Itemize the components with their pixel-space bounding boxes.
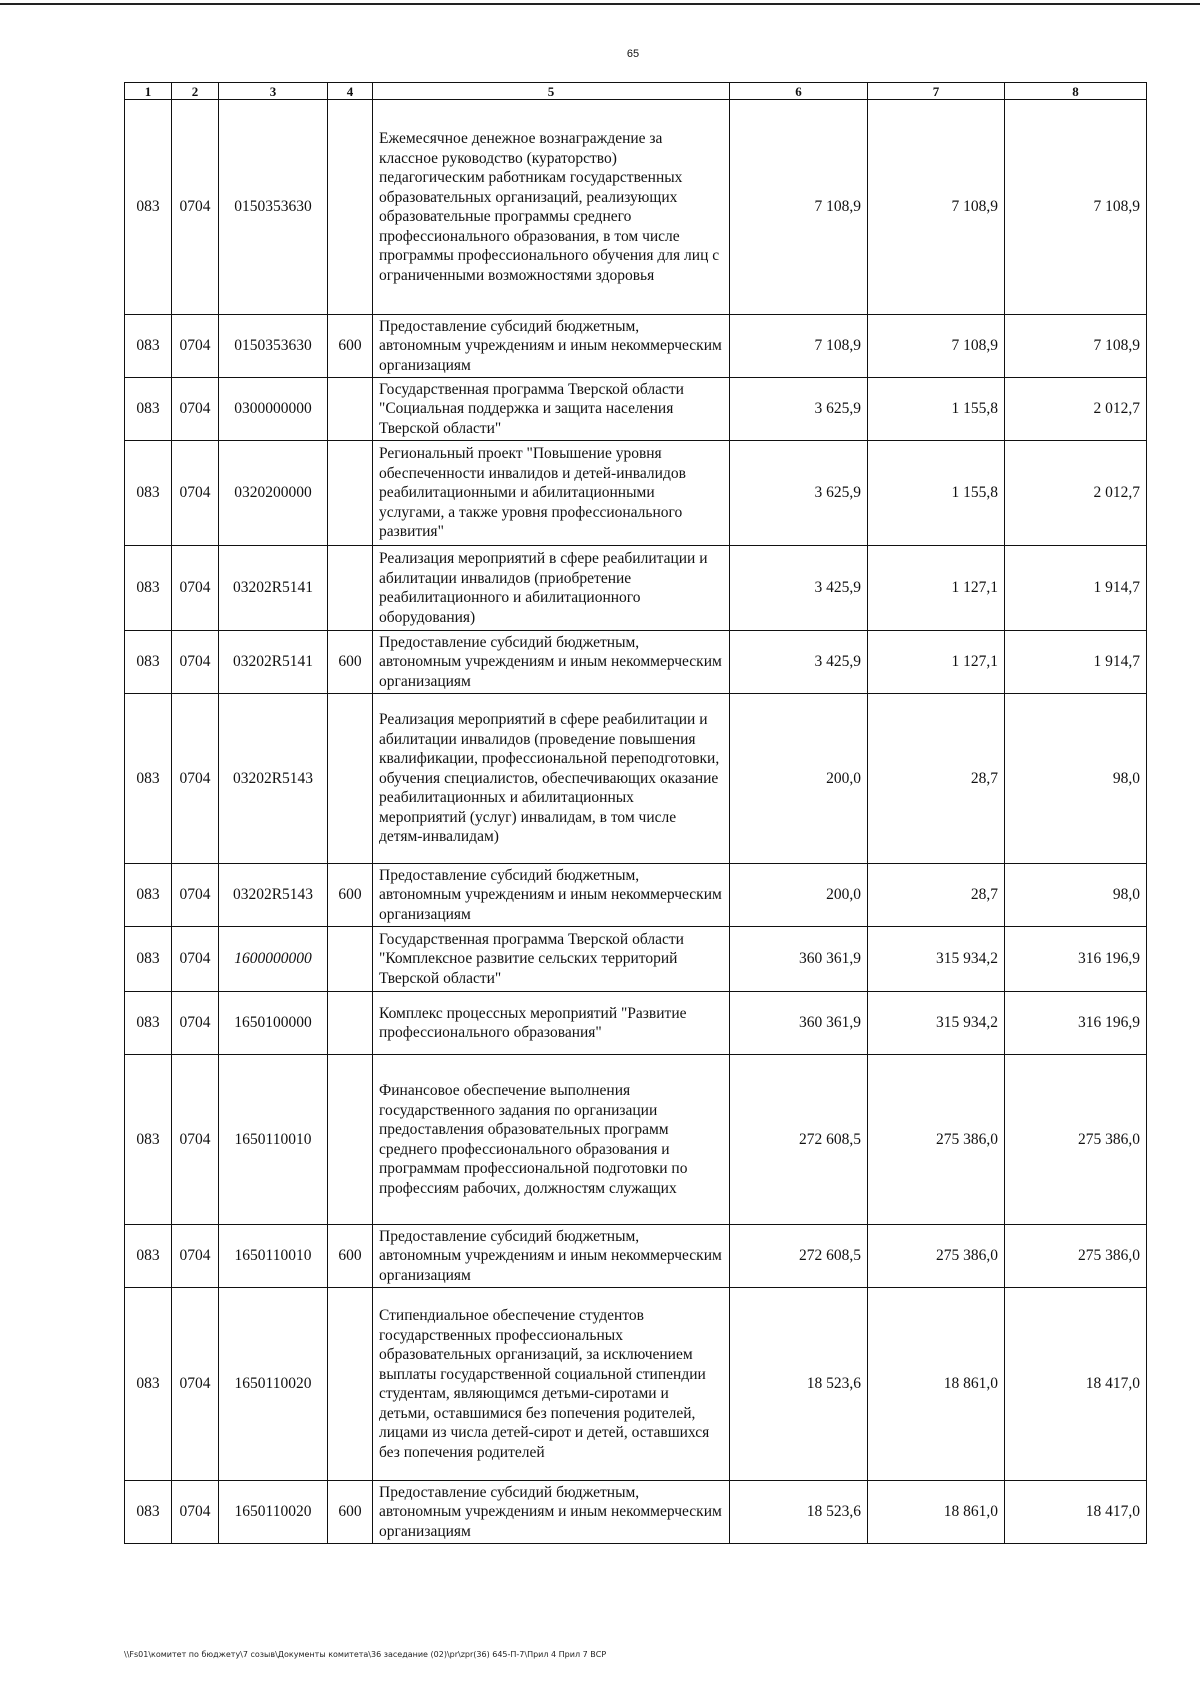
column-header: 8 [1005, 83, 1147, 100]
amount-col6-cell: 3 425,9 [730, 546, 868, 631]
table-row [125, 315, 1147, 378]
description-cell: Государственная программа Тверской области "Социальная поддержка и защита населения Тверской области" [373, 378, 730, 441]
expense-type-cell: 600 [328, 315, 373, 378]
amount-col8-cell: 316 196,9 [1005, 927, 1147, 992]
column-header: 4 [328, 83, 373, 100]
amount-col7-cell: 275 386,0 [868, 1225, 1005, 1288]
amount-col6-cell: 200,0 [730, 694, 868, 864]
table-row [125, 100, 1147, 315]
ministry-code-cell: 083 [125, 631, 172, 694]
expense-type-cell [328, 992, 373, 1055]
column-header: 1 [125, 83, 172, 100]
description-cell: Комплекс процессных мероприятий "Развитие профессионального образования" [373, 992, 730, 1055]
target-article-cell: 1650110010 [219, 1055, 328, 1225]
table-row [125, 927, 1147, 992]
section-code-cell: 0704 [172, 1481, 219, 1544]
ministry-code-cell: 083 [125, 1225, 172, 1288]
expense-type-cell [328, 441, 373, 546]
target-article-cell: 03202R5143 [219, 864, 328, 927]
ministry-code-cell: 083 [125, 864, 172, 927]
section-code-cell: 0704 [172, 864, 219, 927]
amount-col7-cell: 1 127,1 [868, 631, 1005, 694]
amount-col8-cell: 18 417,0 [1005, 1481, 1147, 1544]
amount-col8-cell: 98,0 [1005, 694, 1147, 864]
column-header: 6 [730, 83, 868, 100]
column-header: 5 [373, 83, 730, 100]
table-row [125, 694, 1147, 864]
target-article-cell: 03202R5143 [219, 694, 328, 864]
amount-col7-cell: 7 108,9 [868, 315, 1005, 378]
amount-col6-cell: 360 361,9 [730, 927, 868, 992]
amount-col6-cell: 7 108,9 [730, 315, 868, 378]
target-article-cell: 03202R5141 [219, 631, 328, 694]
section-code-cell: 0704 [172, 1225, 219, 1288]
amount-col6-cell: 18 523,6 [730, 1288, 868, 1481]
target-article-cell: 0300000000 [219, 378, 328, 441]
description-cell: Предоставление субсидий бюджетным, автономным учреждениям и иным некоммерческим организациям [373, 631, 730, 694]
amount-col7-cell: 1 155,8 [868, 441, 1005, 546]
section-code-cell: 0704 [172, 927, 219, 992]
target-article-cell: 1600000000 [219, 927, 328, 992]
ministry-code-cell: 083 [125, 378, 172, 441]
table-row [125, 546, 1147, 631]
expense-type-cell [328, 694, 373, 864]
section-code-cell: 0704 [172, 100, 219, 315]
section-code-cell: 0704 [172, 992, 219, 1055]
section-code-cell: 0704 [172, 1055, 219, 1225]
amount-col7-cell: 315 934,2 [868, 992, 1005, 1055]
amount-col8-cell: 275 386,0 [1005, 1225, 1147, 1288]
amount-col7-cell: 275 386,0 [868, 1055, 1005, 1225]
expense-type-cell: 600 [328, 864, 373, 927]
table-row [125, 992, 1147, 1055]
target-article-cell: 1650100000 [219, 992, 328, 1055]
amount-col8-cell: 1 914,7 [1005, 546, 1147, 631]
target-article-cell: 03202R5141 [219, 546, 328, 631]
section-code-cell: 0704 [172, 546, 219, 631]
expense-type-cell [328, 100, 373, 315]
column-header: 3 [219, 83, 328, 100]
section-code-cell: 0704 [172, 1288, 219, 1481]
description-cell: Предоставление субсидий бюджетным, автономным учреждениям и иным некоммерческим организациям [373, 1481, 730, 1544]
section-code-cell: 0704 [172, 631, 219, 694]
amount-col8-cell: 275 386,0 [1005, 1055, 1147, 1225]
section-code-cell: 0704 [172, 378, 219, 441]
description-cell: Финансовое обеспечение выполнения государственного задания по организации предоставления образовательных программ среднего профессионального образования и программам профессиональной подготовки по профессиям рабочих, должностям служащих [373, 1055, 730, 1225]
ministry-code-cell: 083 [125, 992, 172, 1055]
amount-col6-cell: 3 625,9 [730, 441, 868, 546]
target-article-cell: 1650110020 [219, 1288, 328, 1481]
amount-col6-cell: 3 625,9 [730, 378, 868, 441]
page-number: 65 [626, 48, 640, 60]
amount-col7-cell: 18 861,0 [868, 1288, 1005, 1481]
column-header: 2 [172, 83, 219, 100]
expense-type-cell: 600 [328, 1481, 373, 1544]
amount-col7-cell: 315 934,2 [868, 927, 1005, 992]
table-row [125, 441, 1147, 546]
table-row [125, 1225, 1147, 1288]
amount-col8-cell: 18 417,0 [1005, 1288, 1147, 1481]
amount-col7-cell: 28,7 [868, 864, 1005, 927]
description-cell: Реализация мероприятий в сфере реабилитации и абилитации инвалидов (приобретение реабилитационного и абилитационного оборудования) [373, 546, 730, 631]
scan-border-line [0, 3, 1200, 5]
amount-col8-cell: 7 108,9 [1005, 315, 1147, 378]
ministry-code-cell: 083 [125, 1055, 172, 1225]
ministry-code-cell: 083 [125, 694, 172, 864]
description-cell: Реализация мероприятий в сфере реабилитации и абилитации инвалидов (проведение повышения квалификации, профессиональной переподготовки, обучения специалистов, обеспечивающих оказание реабилитационных и абилитационных мероприятий (услуг) инвалидам, в том числе детям-инвалидам) [373, 694, 730, 864]
amount-col6-cell: 200,0 [730, 864, 868, 927]
expense-type-cell [328, 378, 373, 441]
description-cell: Предоставление субсидий бюджетным, автономным учреждениям и иным некоммерческим организациям [373, 1225, 730, 1288]
target-article-cell: 0150353630 [219, 315, 328, 378]
description-cell: Предоставление субсидий бюджетным, автономным учреждениям и иным некоммерческим организациям [373, 315, 730, 378]
document-file-path: \\Fs01\комитет по бюджету\7 созыв\Документы комитета\36 заседание (02)\pr\zpr(36) 645-П-7\Прил 4 Прил 7 ВСР [124, 1650, 607, 1659]
ministry-code-cell: 083 [125, 546, 172, 631]
amount-col8-cell: 2 012,7 [1005, 441, 1147, 546]
amount-col7-cell: 28,7 [868, 694, 1005, 864]
expense-type-cell [328, 927, 373, 992]
ministry-code-cell: 083 [125, 1481, 172, 1544]
ministry-code-cell: 083 [125, 1288, 172, 1481]
description-cell: Государственная программа Тверской области "Комплексное развитие сельских территорий Тверской области" [373, 927, 730, 992]
amount-col7-cell: 18 861,0 [868, 1481, 1005, 1544]
amount-col6-cell: 7 108,9 [730, 100, 868, 315]
amount-col6-cell: 272 608,5 [730, 1225, 868, 1288]
description-cell: Стипендиальное обеспечение студентов государственных профессиональных образовательных организаций, за исключением выплаты государственной социальной стипендии студентам, являющимся детьми-сиротами и детьми, оставшимися без попечения родителей, лицами из числа детей-сирот и детей, оставшихся без попечения родителей [373, 1288, 730, 1481]
amount-col6-cell: 272 608,5 [730, 1055, 868, 1225]
target-article-cell: 0320200000 [219, 441, 328, 546]
expense-type-cell [328, 1288, 373, 1481]
expense-type-cell [328, 546, 373, 631]
target-article-cell: 1650110010 [219, 1225, 328, 1288]
amount-col7-cell: 1 127,1 [868, 546, 1005, 631]
amount-col8-cell: 2 012,7 [1005, 378, 1147, 441]
expense-type-cell: 600 [328, 1225, 373, 1288]
ministry-code-cell: 083 [125, 100, 172, 315]
amount-col8-cell: 98,0 [1005, 864, 1147, 927]
table-row [125, 631, 1147, 694]
target-article-cell: 0150353630 [219, 100, 328, 315]
description-cell: Предоставление субсидий бюджетным, автономным учреждениям и иным некоммерческим организациям [373, 864, 730, 927]
table-row [125, 378, 1147, 441]
amount-col6-cell: 360 361,9 [730, 992, 868, 1055]
section-code-cell: 0704 [172, 315, 219, 378]
target-article-cell: 1650110020 [219, 1481, 328, 1544]
ministry-code-cell: 083 [125, 927, 172, 992]
amount-col8-cell: 1 914,7 [1005, 631, 1147, 694]
table-row [125, 1288, 1147, 1481]
expense-type-cell [328, 1055, 373, 1225]
budget-table [124, 82, 1147, 1544]
table-row [125, 1481, 1147, 1544]
section-code-cell: 0704 [172, 441, 219, 546]
table-header-row [125, 83, 1147, 100]
table-row [125, 864, 1147, 927]
table-row [125, 1055, 1147, 1225]
amount-col7-cell: 1 155,8 [868, 378, 1005, 441]
column-header: 7 [868, 83, 1005, 100]
amount-col7-cell: 7 108,9 [868, 100, 1005, 315]
description-cell: Региональный проект "Повышение уровня обеспеченности инвалидов и детей-инвалидов реабилитационными и абилитационными услугами, а также уровня профессионального развития" [373, 441, 730, 546]
section-code-cell: 0704 [172, 694, 219, 864]
ministry-code-cell: 083 [125, 441, 172, 546]
amount-col6-cell: 18 523,6 [730, 1481, 868, 1544]
amount-col8-cell: 316 196,9 [1005, 992, 1147, 1055]
amount-col6-cell: 3 425,9 [730, 631, 868, 694]
ministry-code-cell: 083 [125, 315, 172, 378]
amount-col8-cell: 7 108,9 [1005, 100, 1147, 315]
expense-type-cell: 600 [328, 631, 373, 694]
description-cell: Ежемесячное денежное вознаграждение за классное руководство (кураторство) педагогическим работникам государственных образовательных организаций, реализующих образовательные программы среднего профессионального образования, в том числе программы профессионального обучения для лиц с ограниченными возможностями здоровья [373, 100, 730, 315]
